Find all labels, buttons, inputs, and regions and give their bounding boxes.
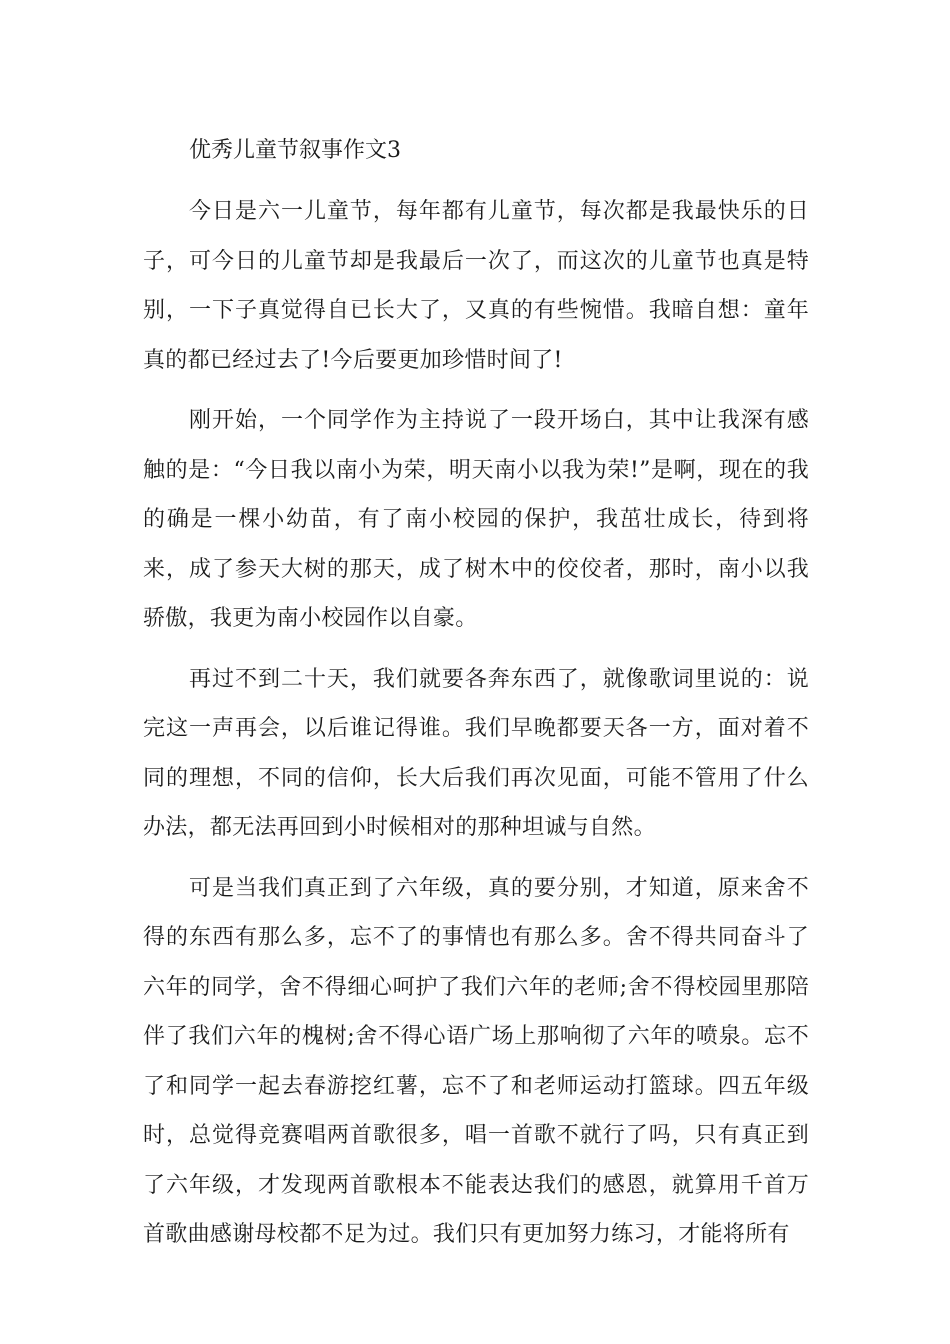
document-title: 优秀儿童节叙事作文3 [189, 138, 401, 163]
paragraph-1: 今日是六一儿童节，每年都有儿童节，每次都是我最快乐的日子，可今日的儿童节却是我最后一次了，而这次的儿童节也真是特别，一下子真觉得自已长大了，又真的有些惋惜。我暗自想：童年真的都已经过去了!今后要更加珍惜时间了! [143, 199, 809, 373]
paragraph-4: 可是当我们真正到了六年级，真的要分别，才知道，原来舍不得的东西有那么多，忘不了的事情也有那么多。舍不得共同奋斗了六年的同学，舍不得细心呵护了我们六年的老师;舍不得校园里那陪伴了我们六年的槐树;舍不得心语广场上那响彻了六年的喷泉。忘不了和同学一起去春游挖红薯，忘不了和老师运动打篮球。四五年级时，总觉得竞赛唱两首歌很多，唱一首歌不就行了吗，只有真正到了六年级，才发现两首歌根本不能表达我们的感恩，就算用千首万首歌曲感谢母校都不足为过。我们只有更加努力练习，才能将所有 [143, 875, 809, 1247]
paragraph-2: 刚开始，一个同学作为主持说了一段开场白，其中让我深有感触的是：“今日我以南小为荣，明天南小以我为荣!”是啊，现在的我的确是一棵小幼苗，有了南小校园的保护，我茁壮成长，待到将来，成了参天大树的那天，成了树木中的佼佼者，那时，南小以我骄傲，我更为南小校园作以自豪。 [143, 408, 809, 631]
document-body [143, 128, 809, 1271]
paragraph-3: 再过不到二十天，我们就要各奔东西了，就像歌词里说的：说完这一声再会，以后谁记得谁。我们早晚都要天各一方，面对着不同的理想，不同的信仰，长大后我们再次见面，可能不管用了什么办法，都无法再回到小时候相对的那种坦诚与自然。 [143, 666, 809, 840]
